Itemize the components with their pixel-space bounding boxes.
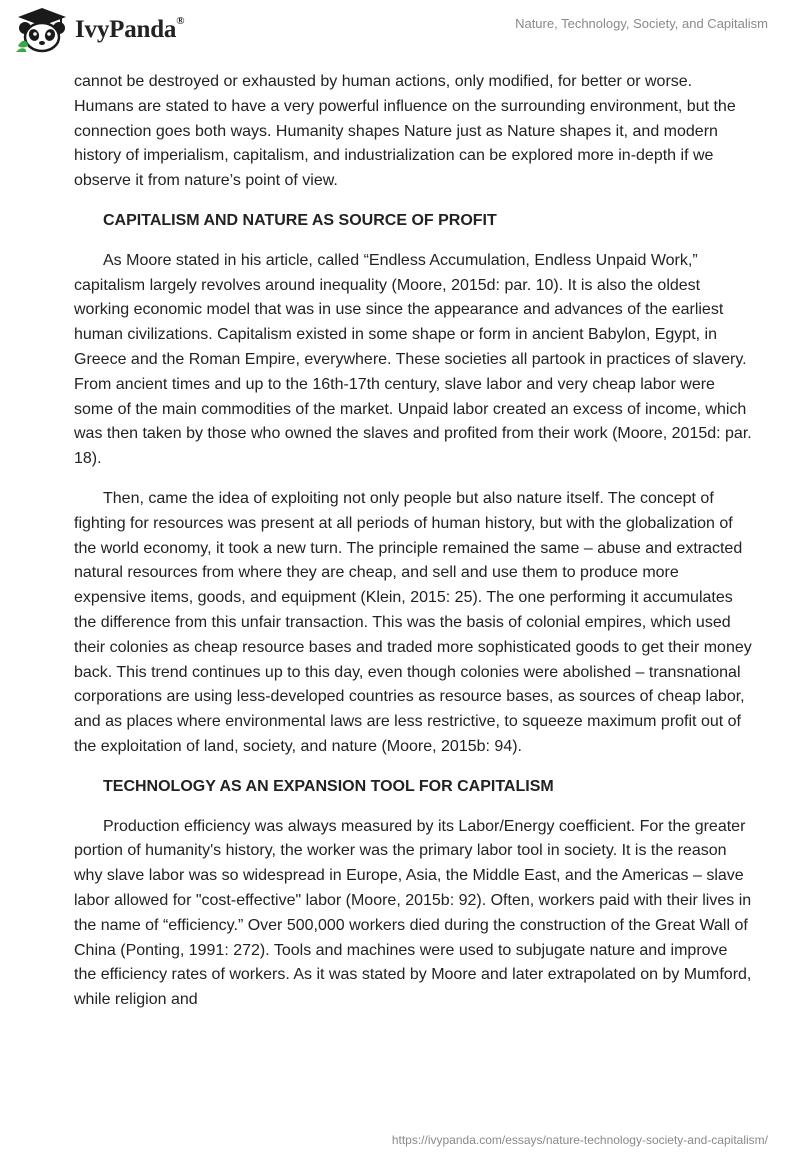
panda-logo-icon	[14, 6, 70, 54]
paragraph: As Moore stated in his article, called “Endless Accumulation, Endless Unpaid Work,” capitalism largely revolves around inequality (Moore, 2015d: par. 10). It is also the oldest working economic model that was in use since the appearance and advances of the earliest human civilizations. Capitalism existed in some shape or form in ancient Babylon, Egypt, in Greece and the Roman Empire, everywhere. These societies all partook in practices of slavery. From ancient times and up to the 16th-17th century, slave labor and very cheap labor were some of the main commodities of the market. Unpaid labor created an excess of income, which was then taken by those who owned the slaves and profited from their work (Moore, 2015d: par. 18).	[74, 251, 752, 468]
paragraph-continued: cannot be destroyed or exhausted by human actions, only modified, for better or worse. Humans are stated to have a very powerful influence on the surrounding environment, but the connection goes both ways. Humanity shapes Nature just as Nature shapes it, and modern history of imperialism, capitalism, and industrialization can be explored more in-depth if we observe it from nature’s point of view.	[74, 73, 736, 190]
ivypanda-logo[interactable]	[14, 6, 184, 54]
brand-name: IvyPanda®	[75, 15, 185, 43]
essay-body	[74, 70, 754, 1013]
paragraph: Then, came the idea of exploiting not only people but also nature itself. The concept of fighting for resources was present at all periods of human history, but with the globalization of the world economy, it took a new turn. The principle remained the same – abuse and extracted natural resources from where they are cheap, and sell and use them to produce more expensive items, goods, and equipment (Klein, 2015: 25). The one performing it accumulates the difference from this unfair transaction. This was the basis of colonial empires, which used their colonies as cheap resource bases and traded more sophisticated goods to get their money back. This trend continues up to this day, even though colonies were abolished – transnational corporations are using less-developed countries as resource bases, as sources of cheap labor, and as places where environmental laws are less restrictive, to squeeze maximum profit out of the exploitation of land, society, and nature (Moore, 2015b: 94).	[74, 489, 752, 755]
source-url[interactable]: https://ivypanda.com/essays/nature-technology-society-and-capitalism/	[391, 1133, 768, 1147]
document-title: Nature, Technology, Society, and Capitalism	[515, 16, 768, 31]
section-heading-technology: TECHNOLOGY AS AN EXPANSION TOOL FOR CAPITALISM	[103, 777, 554, 795]
paragraph: Production efficiency was always measured by its Labor/Energy coefficient. For the greater portion of humanity's history, the worker was the primary labor tool in society. It is the reason why slave labor was so widespread in Europe, Asia, the Middle East, and the Americas – slave labor allowed for "cost-effective" labor (Moore, 2015b: 92). Often, workers paid with their lives in the name of “efficiency.” Over 500,000 workers died during the construction of the Great Wall of China (Ponting, 1991: 272). Tools and machines were used to subjugate nature and improve the efficiency rates of workers. As it was stated by Moore and later extrapolated on by Mumford, while religion and	[74, 817, 752, 1009]
page-header	[0, 0, 800, 70]
section-heading-capitalism-nature: CAPITALISM AND NATURE AS SOURCE OF PROFIT	[103, 211, 497, 229]
registered-mark: ®	[176, 15, 185, 27]
